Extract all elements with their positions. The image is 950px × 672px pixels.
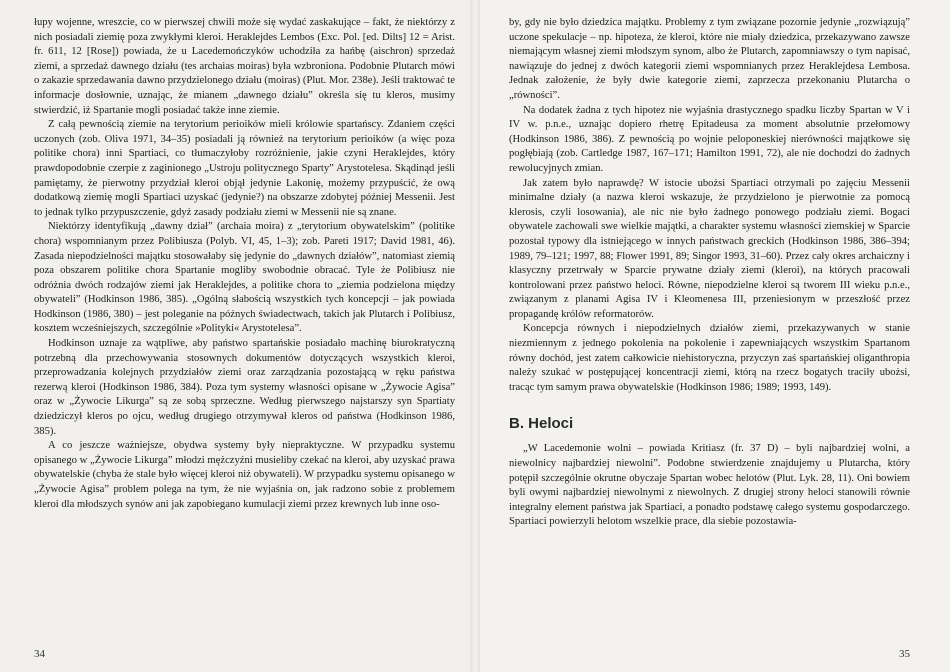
right-page xyxy=(475,0,950,672)
page-number-right: 35 xyxy=(899,648,910,660)
paragraph: Koncepcja równych i niepodzielnych działów ziemi, przekazywanych w stanie niezmiennym z jednego pokolenia na pokolenie i zapewniających wszystkim Spartanom równy dochód, jest zatem całkowicie niehistoryczna, przyczyn zaś spartańskiej oliganthropia należy szukać w postępującej koncentracji ziemi, którą na rzecz bogatych traciły ubożsi, tracąc tym samym prawa obywatelskie (Hodkinson 1986; 1989; 1993, 149). xyxy=(509,323,910,393)
paragraph: „W Lacedemonie wolni – powiada Kritiasz (fr. 37 D) – byli najbardziej wolni, a niewolnicy najbardziej niewolni”. Podobne stwierdzenie znajdujemy u Plutarcha, który potępił szczególnie okrutne obyczaje Spartan wobec helotów (Plut. Lyk. 28, 11). Oni bowiem byli owymi najbardziej niewolnymi z niewolnych. Z drugiej strony heloci stanowili równie integralny element państwa jak Spartiaci, a ponadto podstawę całego systemu gospodarczego. Spartiaci powierzyli helotom wszelkie prace, dla siebie pozostawia- xyxy=(509,443,910,528)
paragraph: łupy wojenne, wreszcie, co w pierwszej chwili może się wydać zaskakujące – fakt, że niektórzy z nich posiadali ziemię poza zwykłymi kleroi. Heraklejdes Lembos (Exc. Pol. [ed. Dilts] 12 = Arist. fr. 611, 12 [Rose]) powiada, że u Lacedemończyków uchodziła za hańbę (aischron) sprzedaż ziemi, a sprzedaż dawnego działu (tes archaias moiras) była wzbroniona. Podobnie Plutarch mówi o zakazie sprzedawania dawno przydzielonego działu (moiras) (Plut. Mor. 238e). Jeśli traktować te informacje dosłownie, uznając, że mianem „dawnego działu” określa się tu kleros, musimy stwierdzić, iż Spartanie mogli posiadać także inne ziemie. xyxy=(34,17,455,116)
section-heading: B. Heloci xyxy=(509,415,574,433)
paragraph: Na dodatek żadna z tych hipotez nie wyjaśnia drastycznego spadku liczby Spartan w V i IV w. p.n.e., uznając dopiero rhetrę Epitadeusa za moment absolutnie przełomowy (Hodkinson 1986, 386). Z pewnością po wojnie peloponeskiej nierówności majątkowe się pogłębiają (zob. Cartledge 1987, 167–171; Hamilton 1991, 72), ale nie dochodzi do żadnych rewolucyjnych zmian. xyxy=(509,104,910,174)
paragraph: Niektórzy identyfikują „dawny dział” (archaia moira) z „terytorium obywatelskim” (politike chora) wspomnianym przez Polibiusza (Polyb. VI, 45, 1–3); zob. Pareti 1917; David 1981, 46). Zasada niepodzielności majątku stosowałaby się jedynie do „dawnych działów”, natomiast ziemią poza obszarem politike chora Spartanie mogliby swobodnie obracać. Tyle że Polibiusz nie odróżnia dwóch rodzajów ziemi jak Heraklejdes, a politike chora to „ziemia podzielona między obywateli” (Hodkinson 1986, 385). „Ogólną słabością wszystkich tych koncepcji – jak powiada Hodkinson (1986, 380) – jest poleganie na późnych świadectwach, takich jak Plutarch i Polibiusz, kosztem wcześniejszych, szczególnie »Polityki« Arystotelesa”. xyxy=(34,221,455,335)
paragraph: A co jeszcze ważniejsze, obydwa systemy były niepraktyczne. W przypadku systemu opisanego w „Żywocie Likurga” młodzi mężczyźni musieliby czekać na kleroi, aby uzyskać prawa obywatelskie (chyba że stale było więcej kleroi niż obywateli). W przypadku systemu opisanego w „Żywocie Agisa” problem polega na tym, że nie wyjaśnia on, jak radzono sobie z problemem kleroi dla młodszych synów ani jak zapobiegano kumulacji ziemi przez krewnych lub inne oso- xyxy=(34,440,455,510)
right-page-text xyxy=(509,16,910,530)
paragraph: Jak zatem było naprawdę? W istocie ubożsi Spartiaci otrzymali po zajęciu Messenii minimalne działy (a nazwa kleroi wskazuje, że przydzielono je pierwotnie za pomocą klerosis, czyli losowania), ale nic nie było żadnego ponowego podziału ziemi. Bogaci obywatele zachowali swe wielkie majątki, a charakter systemu własności ziemskiej w Sparcie pozostał typowy dla istniejącego w innych państwach greckich (Hodkinson 1986, 386–394; 1989, 79–121; 1997, 88; Flower 1991, 89; Singor 1993, 31–60). Przez cały okres archaiczny i klasyczny przetrwały w Sparcie prywatne działy ziemi (kleroi), na których pracowali kontrolowani przez państwo heloci. Równe, niepodzielne kleroi są tworem III wieku p.n.e., związanym z planami Agisa IV i Kleomenesa III, przeniesionym w przeszłość przez propagandę królów reformatorów. xyxy=(509,177,910,320)
left-page-text xyxy=(34,16,455,512)
paragraph: by, gdy nie było dziedzica majątku. Problemy z tym związane pozornie jedynie „rozwiązują” uczone spekulacje – np. hipoteza, że kleroi, które nie miały dziedzica, przekazywano zawsze niemającym własnej ziemi młodszym synom, albo że Plutarch, zapomniawszy o tym napisać, nawiązuje do jednej z dwóch kategorii ziemi wspomnianych przez Heraklejdesa Lembosa. Jednak założenie, że były dwie kategorie ziemi, zaprzecza przekonaniu Plutarcha o „równości”. xyxy=(509,17,910,101)
paragraph: Hodkinson uznaje za wątpliwe, aby państwo spartańskie posiadało machinę biurokratyczną potrzebną dla przechowywania stosownych dokumentów dotyczących wszystkich kleroi, przeprowadzania kolejnych przydziałów ziemi oraz zarządzania pozostającą w ręku państwa rezerwą kleroi (Hodkinson 1986, 384). Poza tym systemy własności opisane w „Żywocie Agisa” oraz w „Żywocie Likurga” są ze sobą sprzeczne. Według pierwszego najstarszy syn Spartiaty dziedziczył kleros po ojcu, według drugiego otrzymywał kleros od państwa (Hodkinson 1986, 385). xyxy=(34,338,455,437)
paragraph: Z całą pewnością ziemie na terytorium perioików mieli królowie spartańscy. Zdaniem części uczonych (zob. Oliva 1971, 34–35) posiadali ją również na terytorium perioików (a więc poza politike chora) inni Spartiaci, co tłumaczyłoby rozróżnienie, jakie czyni Heraklejdes, który prawdopodobnie czerpie z zaginionego „Ustroju politycznego Sparty” Arystotelesa. Skądinąd jeśli pamiętamy, że pierwotny przydział kleroi objął jedynie Lakonię, możemy przypuścić, że ową dodatkową ziemię mogli Spartiaci uzyskać (jedynie?) na obszarze zdobytej później Messenii. Jest to jednak tylko przypuszczenie, gdyż zasady podziału ziemi w Messenii nie są znane. xyxy=(34,119,455,218)
page-number-left: 34 xyxy=(34,648,45,660)
book-gutter xyxy=(470,0,480,672)
